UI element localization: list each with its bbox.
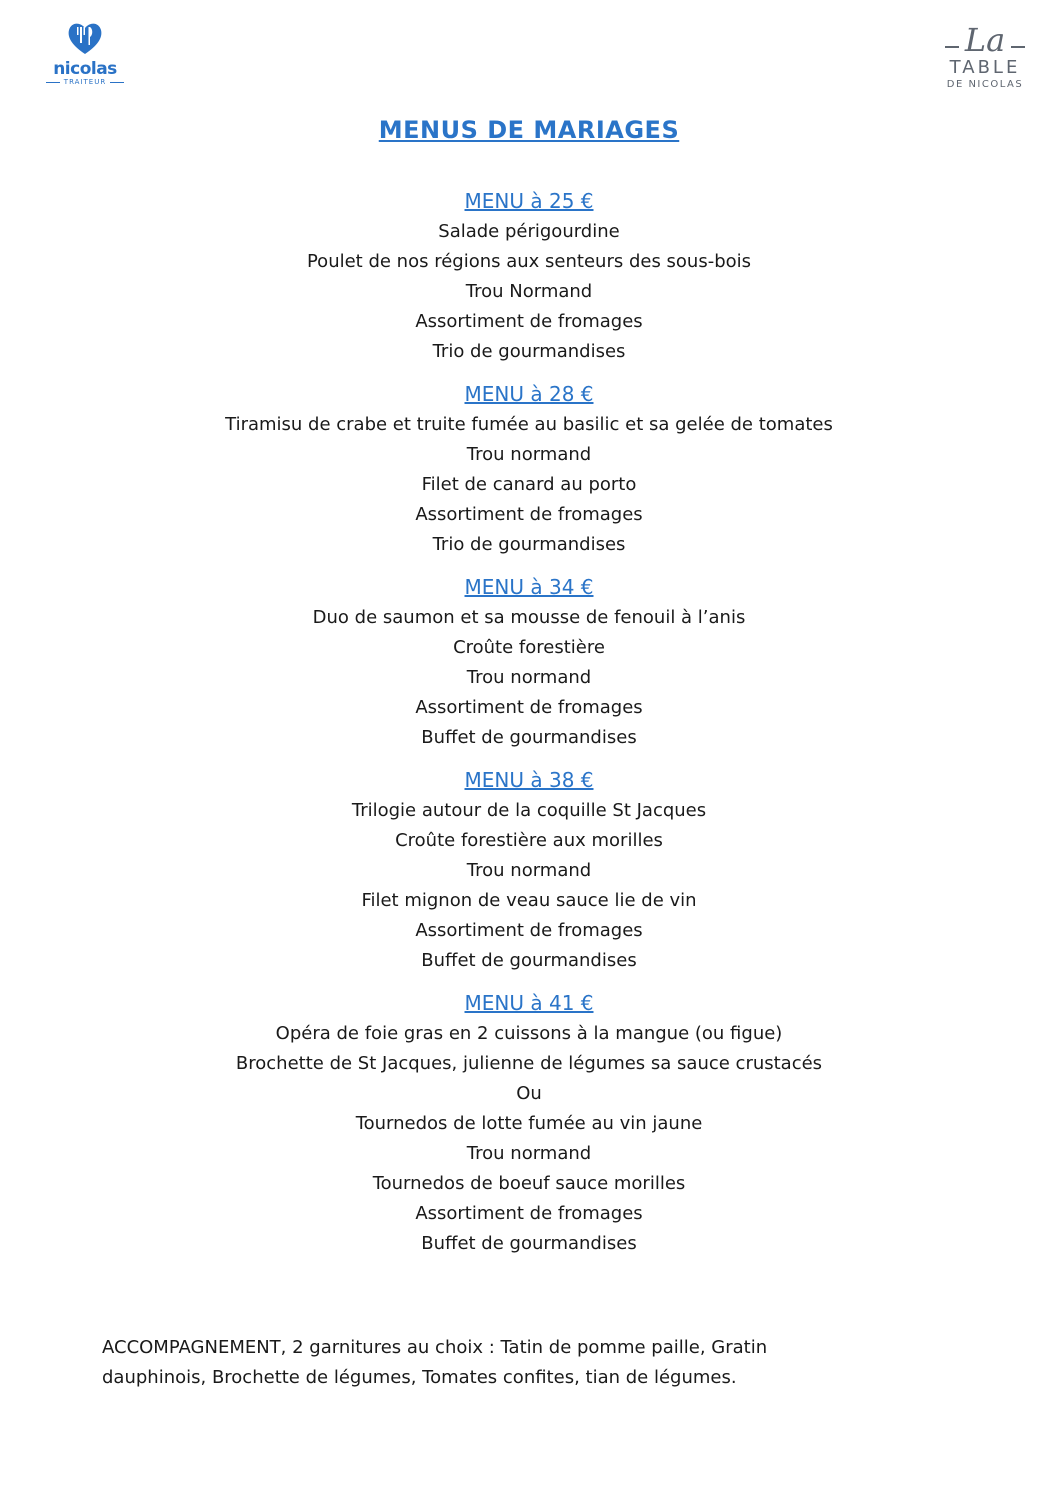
menu-item: Croûte forestière aux morilles — [395, 830, 663, 851]
menu-item: Duo de saumon et sa mousse de fenouil à l’anis — [312, 607, 746, 628]
menu-item: Buffet de gourmandises — [421, 950, 637, 971]
menu-item: Opéra de foie gras en 2 cuissons à la mangue (ou figue) — [275, 1023, 783, 1044]
menu-heading: MENU à 41 € — [464, 991, 594, 1015]
menu-item: Assortiment de fromages — [415, 1203, 643, 1224]
menu-item: Buffet de gourmandises — [421, 727, 637, 748]
menu-item: Trou normand — [466, 1143, 592, 1164]
page-title: MENUS DE MARIAGES — [378, 116, 680, 144]
menu-item: Trou normand — [466, 667, 592, 688]
accompagnement-line-2: dauphinois, Brochette de légumes, Tomates confites, tian de légumes. — [102, 1367, 737, 1388]
menu-heading: MENU à 38 € — [464, 768, 594, 792]
logo-la-rule-right — [1011, 46, 1025, 48]
logo-traiteur-label: TRAITEUR — [63, 78, 107, 86]
menu-item: Croûte forestière — [453, 637, 605, 658]
logo-de-nicolas-text: DE NICOLAS — [946, 79, 1024, 90]
menu-item: Buffet de gourmandises — [421, 1233, 637, 1254]
logo-la-rule-left — [945, 46, 959, 48]
menu-item: Filet mignon de veau sauce lie de vin — [361, 890, 697, 911]
menu-item: Trou Normand — [465, 281, 593, 302]
menu-heading: MENU à 25 € — [464, 189, 594, 213]
menu-item: Brochette de St Jacques, julienne de légumes sa sauce crustacés — [235, 1053, 823, 1074]
menu-item: Ou — [516, 1083, 542, 1104]
menu-item: Salade périgourdine — [438, 221, 620, 242]
fork-knife-heart-icon — [65, 18, 105, 58]
accompagnement-note — [102, 1333, 962, 1393]
menu-item: Trou normand — [466, 860, 592, 881]
logo-la-text: La — [964, 21, 1006, 59]
menu-item: Filet de canard au porto — [421, 474, 637, 495]
menu-heading: MENU à 28 € — [464, 382, 594, 406]
logo-rule-left — [46, 82, 60, 83]
la-table-de-nicolas-logo — [940, 22, 1030, 102]
menu-heading: MENU à 34 € — [464, 575, 594, 599]
menu-item: Poulet de nos régions aux senteurs des sous-bois — [306, 251, 752, 272]
menu-item: Tournedos de lotte fumée au vin jaune — [355, 1113, 703, 1134]
menu-block-41 — [60, 987, 998, 1259]
menu-content — [60, 110, 998, 1259]
menu-item: Tournedos de boeuf sauce morilles — [372, 1173, 686, 1194]
menu-item: Assortiment de fromages — [415, 504, 643, 525]
menu-item: Trio de gourmandises — [432, 341, 626, 362]
menu-block-34 — [60, 571, 998, 753]
menu-item: Assortiment de fromages — [415, 311, 643, 332]
menu-item: Trio de gourmandises — [432, 534, 626, 555]
menu-item: Trou normand — [466, 444, 592, 465]
logo-sub-text — [46, 78, 124, 86]
logo-table-text: TABLE — [949, 57, 1021, 78]
nicolas-traiteur-logo — [46, 18, 124, 92]
logo-brand-text: nicolas — [53, 59, 117, 79]
logo-rule-right — [110, 82, 124, 83]
menu-block-38 — [60, 764, 998, 976]
menu-item: Assortiment de fromages — [415, 920, 643, 941]
logo-la-row — [940, 22, 1030, 58]
accompagnement-line-1: ACCOMPAGNEMENT, 2 garnitures au choix : Tatin de pomme paille, Gratin — [102, 1337, 768, 1358]
menu-item: Tiramisu de crabe et truite fumée au basilic et sa gelée de tomates — [225, 414, 833, 435]
menu-block-25 — [60, 185, 998, 367]
menu-item: Trilogie autour de la coquille St Jacques — [351, 800, 707, 821]
menu-item: Assortiment de fromages — [415, 697, 643, 718]
menu-block-28 — [60, 378, 998, 560]
